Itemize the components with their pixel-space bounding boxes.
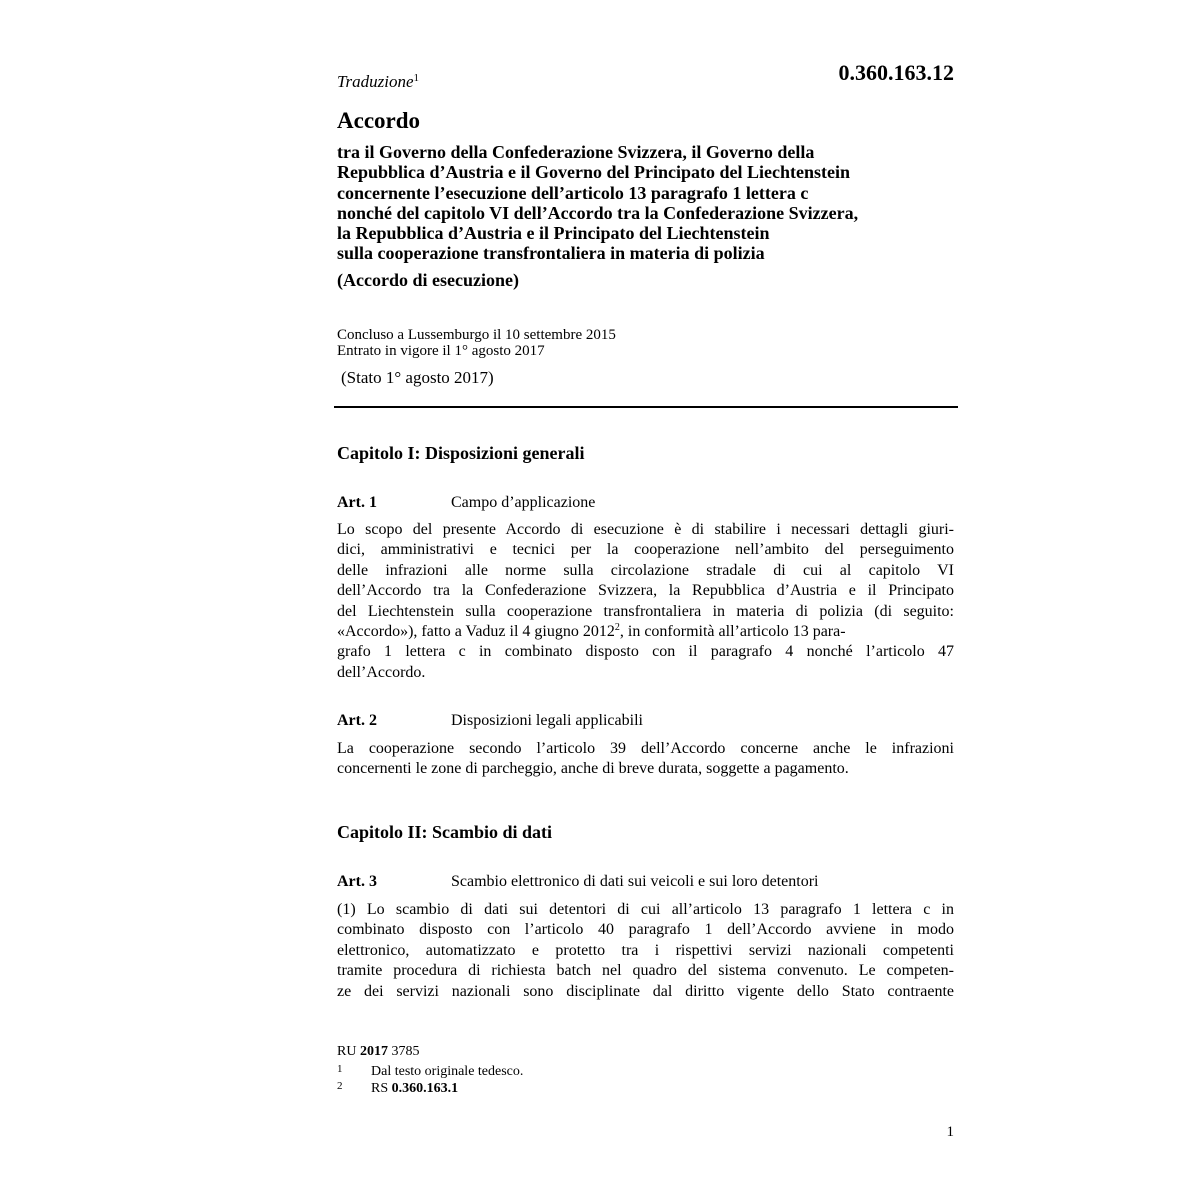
ru-reference: RU 2017 3785: [337, 1044, 420, 1059]
art-3-title: Scambio elettronico di dati sui veicoli e sui loro detentori: [451, 873, 819, 890]
text-line: dell’Accordo tra la Confederazione Svizzera, la Repubblica d’Austria e il Principato: [337, 582, 954, 600]
text-line: concernenti le zone di parcheggio, anche di breve durata, soggette a pagamento.: [337, 760, 849, 778]
text-line: La cooperazione secondo l’articolo 39 dell’Accordo concerne anche le infrazioni: [337, 740, 954, 757]
text-line: Lo scopo del presente Accordo di esecuzione è di stabilire i necessari dettagli giuri-: [337, 521, 954, 538]
text-line: (1) Lo scambio di dati sui detentori di cui all’articolo 13 paragrafo 1 lettera c in: [337, 901, 954, 918]
art-2-title: Disposizioni legali applicabili: [451, 712, 643, 729]
footnote-1: 1 Dal testo originale tedesco.: [337, 1063, 524, 1079]
status-date: (Stato 1° agosto 2017): [341, 368, 494, 387]
art-3-text: [337, 900, 954, 1002]
short-title: (Accordo di esecuzione): [337, 270, 519, 290]
text-line: dell’Accordo.: [337, 663, 426, 681]
text-line: grafo 1 lettera c in combinato disposto con il paragrafo 4 nonché l’articolo 47: [337, 643, 954, 661]
text-line: elettronico, automatizzato e protetto tra i rispettivi servizi nazionali competenti: [337, 941, 954, 959]
chapter-2-title: Capitolo II: Scambio di dati: [337, 822, 553, 842]
footnote-ref-2: 2: [614, 622, 620, 634]
in-force-date: Entrato in vigore il 1° agosto 2017: [337, 342, 545, 359]
rs-number: 0.360.163.12: [838, 60, 954, 85]
subtitle-line: sulla cooperazione transfrontaliera in materia di polizia: [337, 243, 765, 264]
subtitle-line: la Repubblica d’Austria e il Principato del Liechtenstein: [337, 223, 770, 244]
footnote-2: 2 RS 0.360.163.1: [337, 1080, 459, 1096]
art-1-title: Campo d’applicazione: [451, 494, 596, 511]
page-title: Accordo: [337, 108, 421, 133]
art-2-number: Art. 2: [337, 712, 377, 729]
page-number: 1: [946, 1124, 954, 1140]
concluded-date: Concluso a Lussemburgo il 10 settembre 2015: [337, 327, 616, 343]
subtitle-line: nonché del capitolo VI dell’Accordo tra la Confederazione Svizzera,: [337, 202, 859, 223]
text-line: delle infrazioni alle norme sulla circolazione stradale di cui al capitolo VI: [337, 561, 954, 579]
subtitle-line: Repubblica d’Austria e il Governo del Principato del Liechtenstein: [337, 162, 850, 183]
header-divider: [334, 406, 958, 408]
art-3-number: Art. 3: [337, 873, 377, 890]
text-line: del Liechtenstein sulla cooperazione transfrontaliera in materia di polizia (di seguito:: [337, 602, 954, 620]
text-line: tramite procedura di richiesta batch nel quadro del sistema convenuto. Le competen-: [337, 962, 954, 980]
art-2-text: [337, 739, 954, 780]
art-1-text: [337, 520, 954, 683]
text-line: «Accordo»), fatto a Vaduz il 4 giugno 2012$^2$, in conformità all’articolo 13 para-: [337, 622, 846, 641]
art-1-number: Art. 1: [337, 494, 377, 511]
translation-label: Traduzione$^1$: [337, 72, 420, 91]
document-meta: [337, 328, 616, 359]
subtitle-line: concernente l’esecuzione dell’articolo 13 paragrafo 1 lettera c: [337, 182, 809, 203]
document-subtitle: [337, 142, 957, 264]
text-line: combinato disposto con l’articolo 40 paragrafo 1 dell’Accordo avviene in modo: [337, 921, 954, 939]
chapter-1-title: Capitolo I: Disposizioni generali: [337, 443, 585, 463]
text-line: dici, amministrativi e tecnici per la cooperazione nell’ambito del perseguimento: [337, 541, 954, 559]
subtitle-line: tra il Governo della Confederazione Svizzera, il Governo della: [337, 142, 815, 162]
footnote-ref-1: 1: [413, 72, 420, 84]
text-line: ze dei servizi nazionali sono disciplinate dal diritto vigente dello Stato contraente: [337, 982, 954, 1000]
